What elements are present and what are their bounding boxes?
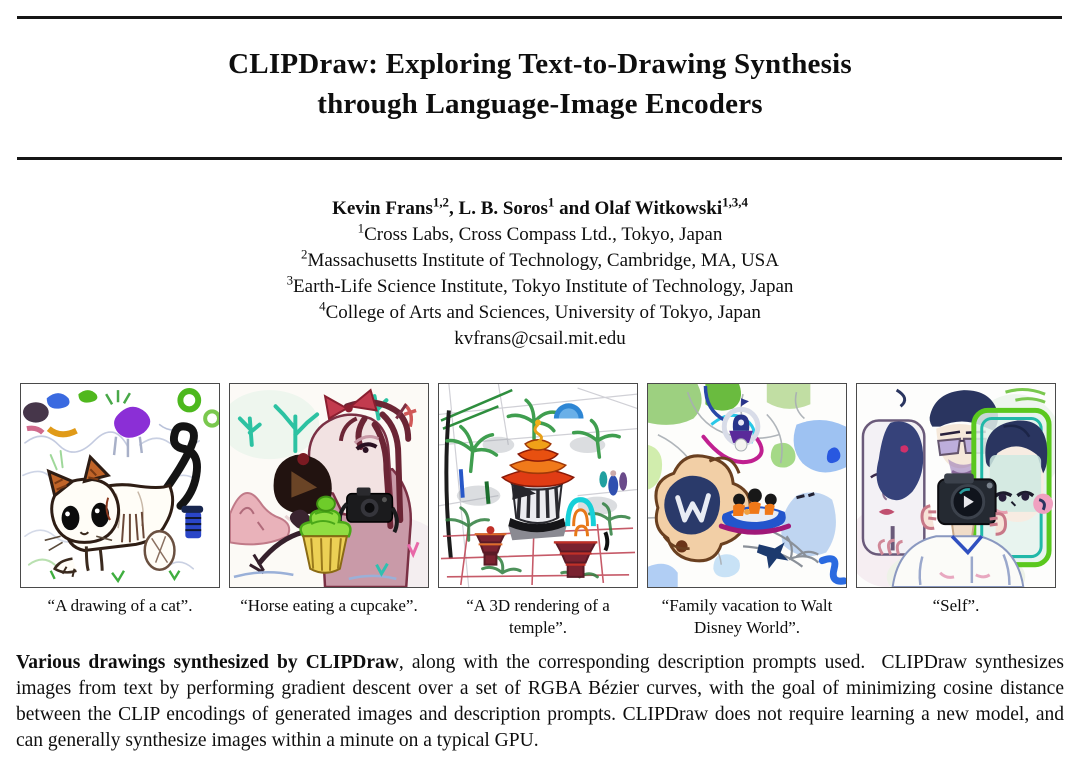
author-sep-1: , [449,198,459,219]
affiliation-4-sup: 4 [319,298,326,314]
caption-disney: “Family vacation to Walt Disney World”. [661,596,833,637]
affiliation-3 [0,274,1080,300]
author-sep-2: and [554,198,595,219]
author-1: Kevin Frans [332,198,433,219]
figure-cell-self [856,383,1056,639]
self-portrait-image [856,383,1056,588]
paper-title [0,44,1080,124]
cat-drawing-image [20,383,220,588]
disney-vacation-svg [648,384,846,587]
cat-drawing-svg [21,384,219,587]
author-3: Olaf Witkowski [594,198,723,219]
author-2: L. B. Soros [458,198,548,219]
author-3-affil-sup: 1,3,4 [722,194,748,210]
figure-cell-horse [229,383,429,639]
author-2-affil-sup: 1 [547,194,555,210]
temple-rendering-image [438,383,638,588]
disney-vacation-image [647,383,847,588]
affiliation-1-text: Cross Labs, Cross Compass Ltd., Tokyo, Japan [364,224,723,245]
affiliation-2-text: Massachusetts Institute of Technology, Cambridge, MA, USA [307,250,779,271]
affiliation-1-sup: 1 [357,220,365,236]
figure-note-lead: Various drawings synthesized by CLIPDraw [16,652,399,673]
top-rule [17,16,1062,19]
caption-cat: “A drawing of a cat”. [47,596,193,615]
caption-horse: “Horse eating a cupcake”. [240,596,418,615]
mid-rule [17,157,1062,160]
paper-title-line2: through Language-Image Encoders [317,88,763,120]
author-1-affil-sup: 1,2 [432,194,450,210]
caption-temple: “A 3D rendering of a temple”. [466,596,610,637]
temple-rendering-svg [439,384,637,587]
author-names [0,196,1080,222]
figure-cell-temple [438,383,638,639]
figure-cell-disney [647,383,847,639]
paper-title-line1: CLIPDraw: Exploring Text-to-Drawing Synthesis [228,48,852,80]
figure-note-body: , along with the corresponding description prompts used. CLIPDraw synthesizes images from text by performing gradient descent over a set of RGBA Bézier curves, with the goal of minimizing cosine distance between the CLIP encodings of generated images and description prompts. CLIPDraw does not require learning a new model, and can generally synthesize images within a minute on a typical GPU. [16,652,1064,751]
self-portrait-svg [857,384,1055,587]
affiliation-4-text: College of Arts and Sciences, University of Tokyo, Japan [325,302,761,323]
affiliation-1 [0,222,1080,248]
figure-note [16,650,1064,754]
caption-self: “Self”. [932,596,980,615]
contact-email: kvfrans@csail.mit.edu [454,328,626,349]
figure-cell-cat [20,383,220,639]
affiliation-2-sup: 2 [301,246,308,262]
horse-cupcake-svg [230,384,428,587]
affiliation-2 [0,248,1080,274]
affiliation-4 [0,300,1080,326]
affiliation-3-sup: 3 [286,272,294,288]
horse-cupcake-image [229,383,429,588]
figure-image-row [20,383,1056,639]
affiliation-3-text: Earth-Life Science Institute, Tokyo Institute of Technology, Japan [293,276,794,297]
author-block [0,196,1080,352]
